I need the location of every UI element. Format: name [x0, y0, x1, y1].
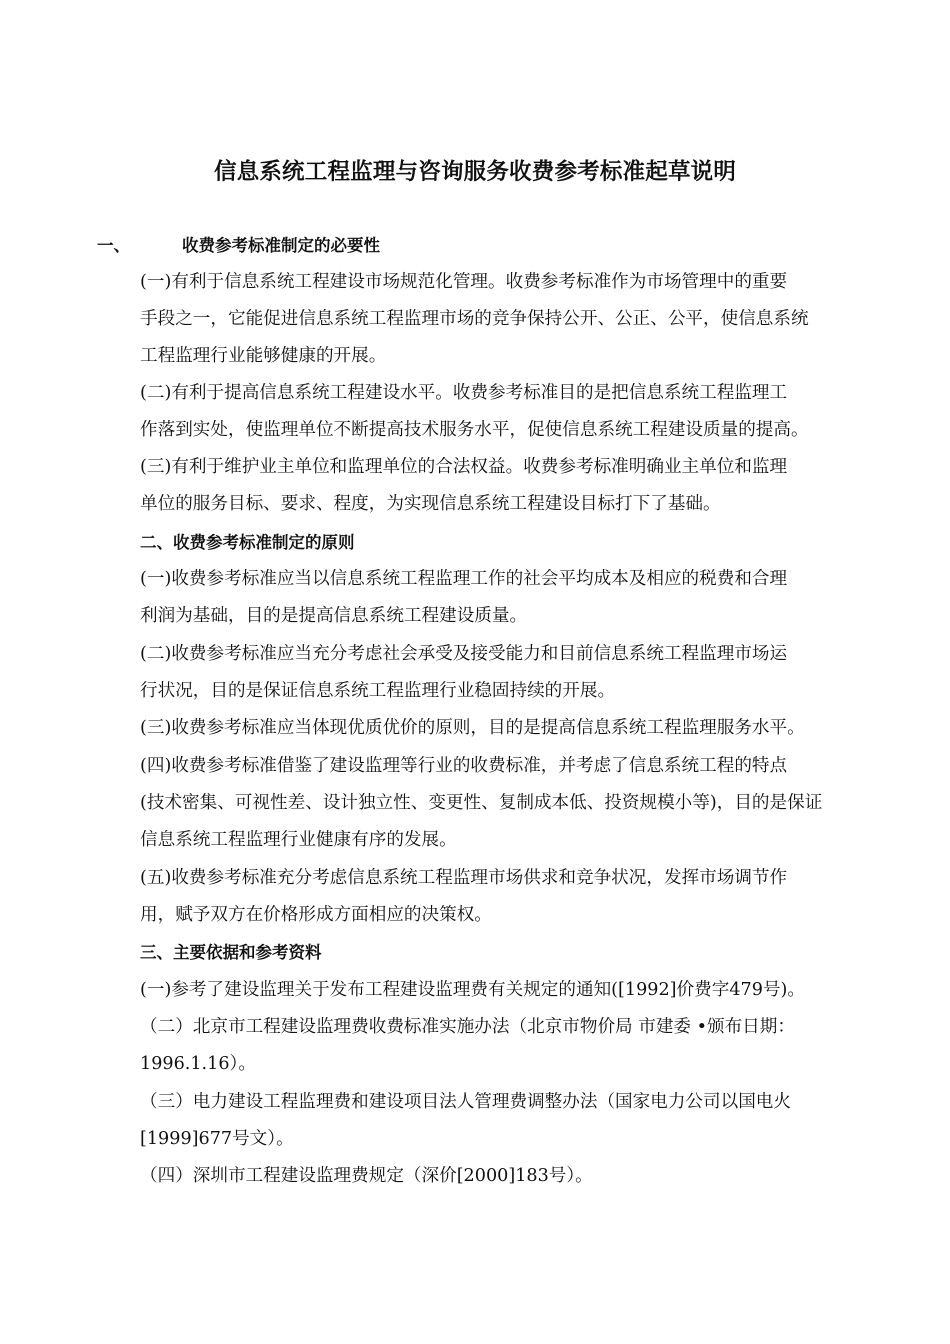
paragraph-line: (五)收费参考标准充分考虑信息系统工程监理市场供求和竞争状况，发挥市场调节作 — [140, 868, 788, 888]
paragraph-line: (技术密集、可视性差、设计独立性、变更性、复制成本低、投资规模小等)，目的是保证 — [140, 793, 823, 813]
section3-heading: 三、主要依据和参考资料 — [140, 943, 322, 962]
paragraph-line: 信息系统工程监理行业健康有序的发展。 — [140, 830, 457, 850]
reference-item: （二）北京市工程建设监理费收费标准实施办法（北京市物价局 市建委 •颁布日期： — [140, 1017, 795, 1037]
paragraph-line: 单位的服务目标、要求、程度，为实现信息系统工程建设目标打下了基础。 — [140, 494, 721, 514]
paragraph-line: (二)有利于提高信息系统工程建设水平。收费参考标准目的是把信息系统工程监理工 — [140, 383, 788, 403]
paragraph-line: 作落到实处，使监理单位不断提高技术服务水平，促使信息系统工程建设质量的提高。 — [140, 420, 809, 440]
section1-heading: 收费参考标准制定的必要性 — [182, 236, 380, 255]
paragraph-line: 工程监理行业能够健康的开展。 — [140, 346, 387, 366]
reference-item: 1996.1.16）。 — [140, 1054, 256, 1074]
paragraph-line: (三)收费参考标准应当体现优质优价的原则，目的是提高信息系统工程监理服务水平。 — [140, 718, 805, 738]
reference-item: [1999]677号文）。 — [140, 1129, 294, 1149]
paragraph-line: (一)有利于信息系统工程建设市场规范化管理。收费参考标准作为市场管理中的重要 — [140, 272, 788, 292]
paragraph-line: 行状况，目的是保证信息系统工程监理行业稳固持续的开展。 — [140, 681, 616, 701]
section1-number: 一、 — [97, 236, 130, 255]
paragraph-line: (四)收费参考标准借鉴了建设监理等行业的收费标准，并考虑了信息系统工程的特点 — [140, 756, 788, 776]
section2-heading: 二、收费参考标准制定的原则 — [140, 533, 355, 552]
paragraph-line: 手段之一，它能促进信息系统工程监理市场的竞争保持公开、公正、公平，使信息系统 — [140, 309, 809, 329]
reference-item: （三）电力建设工程监理费和建设项目法人管理费调整办法（国家电力公司以国电火 — [140, 1092, 791, 1112]
document-title: 信息系统工程监理与咨询服务收费参考标准起草说明 — [213, 159, 737, 185]
paragraph-line: 用，赋予双方在价格形成方面相应的决策权。 — [140, 905, 492, 925]
paragraph-line: (一)收费参考标准应当以信息系统工程监理工作的社会平均成本及相应的税费和合理 — [140, 569, 788, 589]
reference-item: (一)参考了建设监理关于发布工程建设监理费有关规定的通知([1992]价费字479号)。 — [140, 980, 805, 1000]
paragraph-line: (三)有利于维护业主单位和监理单位的合法权益。收费参考标准明确业主单位和监理 — [140, 457, 788, 477]
reference-item: （四）深圳市工程建设监理费规定（深价[2000]183号）。 — [140, 1166, 593, 1186]
paragraph-line: (二)收费参考标准应当充分考虑社会承受及接受能力和目前信息系统工程监理市场运 — [140, 644, 788, 664]
paragraph-line: 利润为基础，目的是提高信息系统工程建设质量。 — [140, 606, 528, 626]
